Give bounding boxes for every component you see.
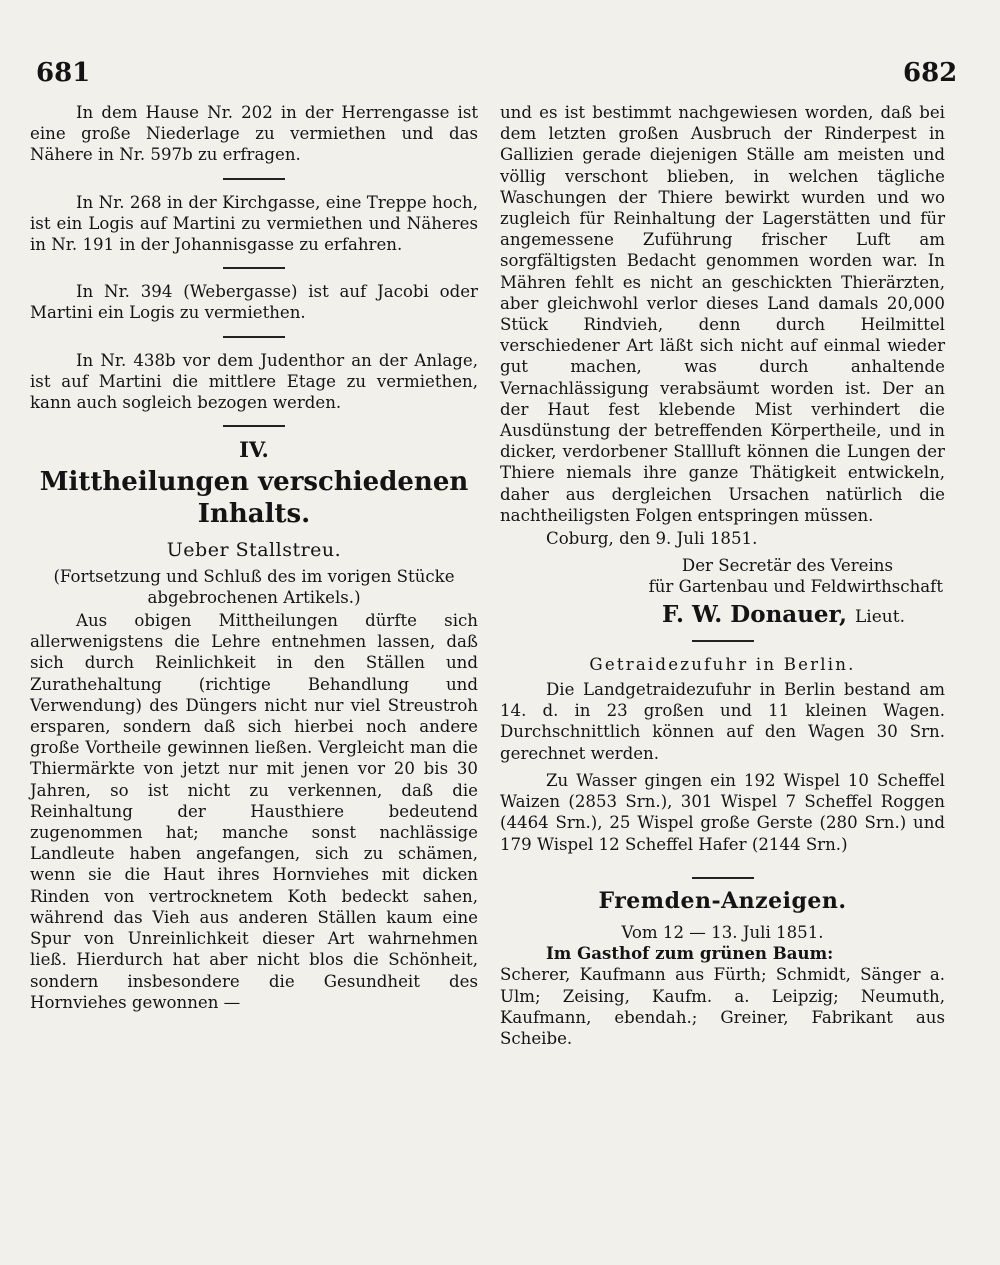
guest-list: Scherer, Kaufmann aus Fürth; Schmidt, Sänger a. Ulm; Zeising, Kaufm. a. Leipzig; Neumuth, Kaufmann, ebendah.; Greiner, Fabrikant aus Scheibe. bbox=[500, 965, 945, 1048]
signature-rank: Lieut. bbox=[855, 606, 905, 627]
hotel-name: Im Gasthof zum grünen Baum: bbox=[546, 943, 834, 964]
grain-paragraph-2: Zu Wasser gingen ein 192 Wispel 10 Scheffel Waizen (2853 Srn.), 301 Wispel 7 Scheffel Roggen (4464 Srn.), 25 Wispel große Gerste (280 Srn.) und 179 Wispel 12 Scheffel Hafer (2144 Srn.) bbox=[500, 770, 945, 854]
article-subtitle-line2: abgebrochenen Artikels.) bbox=[147, 587, 361, 607]
page-number-right: 682 bbox=[903, 58, 958, 88]
separator-rule bbox=[692, 877, 754, 879]
separator-rule bbox=[223, 425, 285, 427]
left-column bbox=[30, 102, 478, 1013]
notice-kirchgasse: In Nr. 268 in der Kirchgasse, eine Treppe hoch, ist ein Logis auf Martini zu vermiethen und Näheres in Nr. 191 in der Johannisgasse zu erfahren. bbox=[30, 192, 478, 255]
article-continuation: und es ist bestimmt nachgewiesen worden, daß bei dem letzten großen Ausbruch der Rinderpest in Gallizien gerade diejenigen Ställe am meisten und völlig verschont blieben, in welchen tägliche Waschungen der Thiere bewirkt wurden und wo zugleich für Reinhaltung der Lagerstätten und für angemessene Zuführung frischer Luft am sorgfältigsten Bedacht genommen worden war. In Mähren fehlt es nicht an geschickten Thierärzten, aber gleichwohl verlor dieses Land damals 20,000 Stück Rindvieh, denn durch Heilmittel verschiedener Art läßt sich nicht auf einmal wieder gut machen, was durch anhaltende Vernachlässigung verabsäumt worden ist. Der an der Haut fest klebende Mist verhindert die Ausdünstung der betreffenden Körpertheile, und in dicker, verdorbener Stallluft können die Lungen der Thiere niemals ihre ganze Thätigkeit entwickeln, daher aus dergleichen Ursachen natürlich die nachtheiligsten Folgen entspringen müssen. bbox=[500, 103, 945, 525]
grain-paragraph-1: Die Landgetraidezufuhr in Berlin bestand am 14. d. in 23 großen und 11 kleinen Wagen. Durchschnittlich können auf den Wagen 30 Srn. gerechnet werden. bbox=[500, 680, 945, 763]
notice-judenthor: In Nr. 438b vor dem Judenthor an der Anlage, ist auf Martini die mittlere Etage zu vermiethen, kann auch sogleich bezogen werden. bbox=[30, 350, 478, 413]
grain-title: Getraidezufuhr in Berlin. bbox=[589, 654, 856, 674]
notice-herrengasse: In dem Hause Nr. 202 in der Herrengasse ist eine große Niederlage zu vermiethen und das Nähere in Nr. 597b zu erfragen. bbox=[30, 103, 478, 165]
notice-webergasse: In Nr. 394 (Webergasse) ist auf Jacobi oder Martini ein Logis zu vermiethen. bbox=[30, 282, 478, 323]
separator-rule bbox=[223, 336, 285, 338]
page-number-left: 681 bbox=[36, 58, 91, 88]
secretary-line2: für Gartenbau und Feldwirthschaft bbox=[648, 577, 943, 597]
separator-rule bbox=[223, 267, 285, 269]
visitors-date: Vom 12 — 13. Juli 1851. bbox=[621, 922, 824, 942]
secretary-line1: Der Secretär des Vereins bbox=[681, 556, 893, 576]
signature bbox=[500, 600, 905, 628]
separator-rule bbox=[692, 640, 754, 642]
visitors-title: Fremden-Anzeigen. bbox=[598, 887, 847, 914]
place-date: Coburg, den 9. Juli 1851. bbox=[546, 529, 758, 549]
right-column bbox=[500, 102, 945, 1049]
article-body: Aus obigen Mittheilungen dürfte sich allerwenigstens die Lehre entnehmen lassen, daß sich durch Reinlichkeit in den Ställen und Zurathehaltung (richtige Behandlung und Verwendung) des Düngers nicht nur viel Streustroh ersparen, sondern daß sich hierbei noch andere große Vortheile gewinnen ließen. Vergleicht man die Thiermärkte von jetzt nur mit jenen vor 20 bis 30 Jahren, so ist nicht zu verkennen, daß die Reinhaltung der Hausthiere bedeutend zugenommen hat; manche sonst nachlässige Landleute haben angefangen, sich zu schämen, wenn sie die Haut ihres Hornviehes mit dicken Rinden von vertrocknetem Koth bedeckt sahen, während das Vieh aus anderen Ställen kaum eine Spur von Unreinlichkeit dieser Art wahrnehmen ließ. Hierdurch hat aber nicht blos die Schönheit, sondern insbesondere die Gesundheit des Hornviehes gewonnen — bbox=[30, 611, 478, 1012]
article-title: Ueber Stallstreu. bbox=[166, 539, 342, 562]
section-title: Mittheilungen verschiedenen Inhalts. bbox=[39, 467, 469, 530]
signature-name: F. W. Donauer, bbox=[661, 600, 847, 628]
section-number: IV. bbox=[239, 437, 269, 463]
article-subtitle-line1: (Fortsetzung und Schluß des im vorigen Stücke bbox=[53, 566, 455, 586]
separator-rule bbox=[223, 178, 285, 180]
